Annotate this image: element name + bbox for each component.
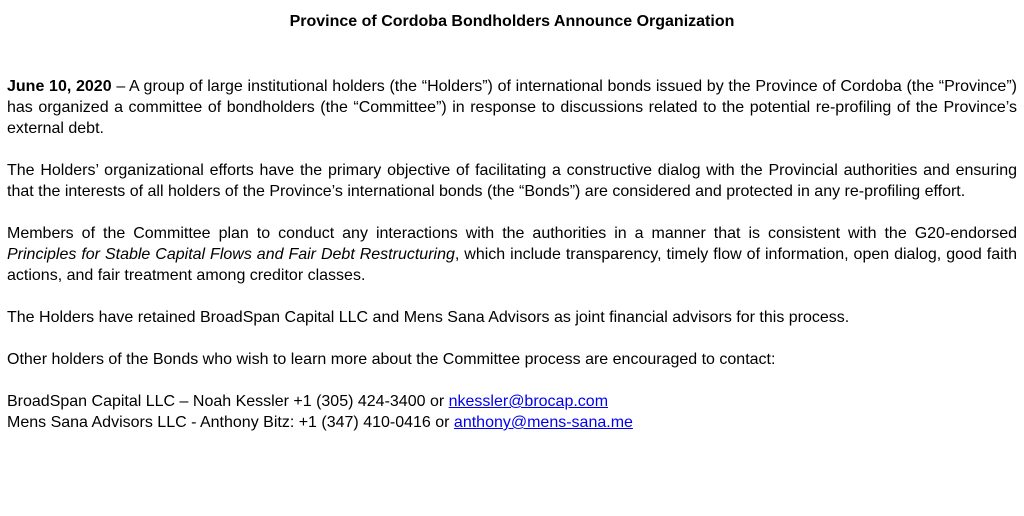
contact-line-mens-sana bbox=[7, 412, 1017, 433]
principles-title: Principles for Stable Capital Flows and Fair Debt Restructuring bbox=[7, 246, 455, 263]
document-title: Province of Cordoba Bondholders Announce Organization bbox=[289, 13, 735, 30]
email-link-broadspan[interactable]: nkessler@brocap.com bbox=[448, 393, 609, 410]
paragraph-announcement-text: – A group of large institutional holders (the “Holders”) of international bonds issued by the Province of Cordoba (the “Province”) has organized a committee of bondholders (the “Committee”) in response to discussions related to the potential re-profiling of the Province’s external debt. bbox=[7, 78, 1017, 137]
paragraph-principles-text-start: Members of the Committee plan to conduct any interactions with the authorities in a manner that is consistent with the G20-endorsed bbox=[7, 225, 1017, 242]
contact-mens-sana-text: Mens Sana Advisors LLC - Anthony Bitz: +1 (347) 410-0416 or bbox=[7, 414, 454, 431]
paragraph-principles bbox=[7, 223, 1017, 286]
paragraph-announcement bbox=[7, 76, 1017, 139]
paragraph-principles-text-end: , which include transparency, timely flow of information, open dialog, good faith actions, and fair treatment among creditor classes. bbox=[7, 246, 1017, 284]
contact-broadspan-text: BroadSpan Capital LLC – Noah Kessler +1 (305) 424-3400 or bbox=[7, 393, 449, 410]
contact-list bbox=[7, 391, 1017, 433]
paragraph-advisors: The Holders have retained BroadSpan Capital LLC and Mens Sana Advisors as joint financial advisors for this process. bbox=[7, 309, 850, 326]
document-page bbox=[7, 0, 1017, 433]
announcement-date: June 10, 2020 bbox=[7, 78, 112, 95]
contact-line-broadspan bbox=[7, 391, 1017, 412]
paragraph-contact-intro: Other holders of the Bonds who wish to learn more about the Committee process are encouraged to contact: bbox=[7, 351, 776, 368]
paragraph-objectives: The Holders’ organizational efforts have the primary objective of facilitating a constructive dialog with the Provincial authorities and ensuring that the interests of all holders of the Province’s international bonds (the “Bonds”) are considered and protected in any re-profiling effort. bbox=[7, 162, 1017, 200]
email-link-mens-sana[interactable]: anthony@mens-sana.me bbox=[453, 414, 633, 431]
